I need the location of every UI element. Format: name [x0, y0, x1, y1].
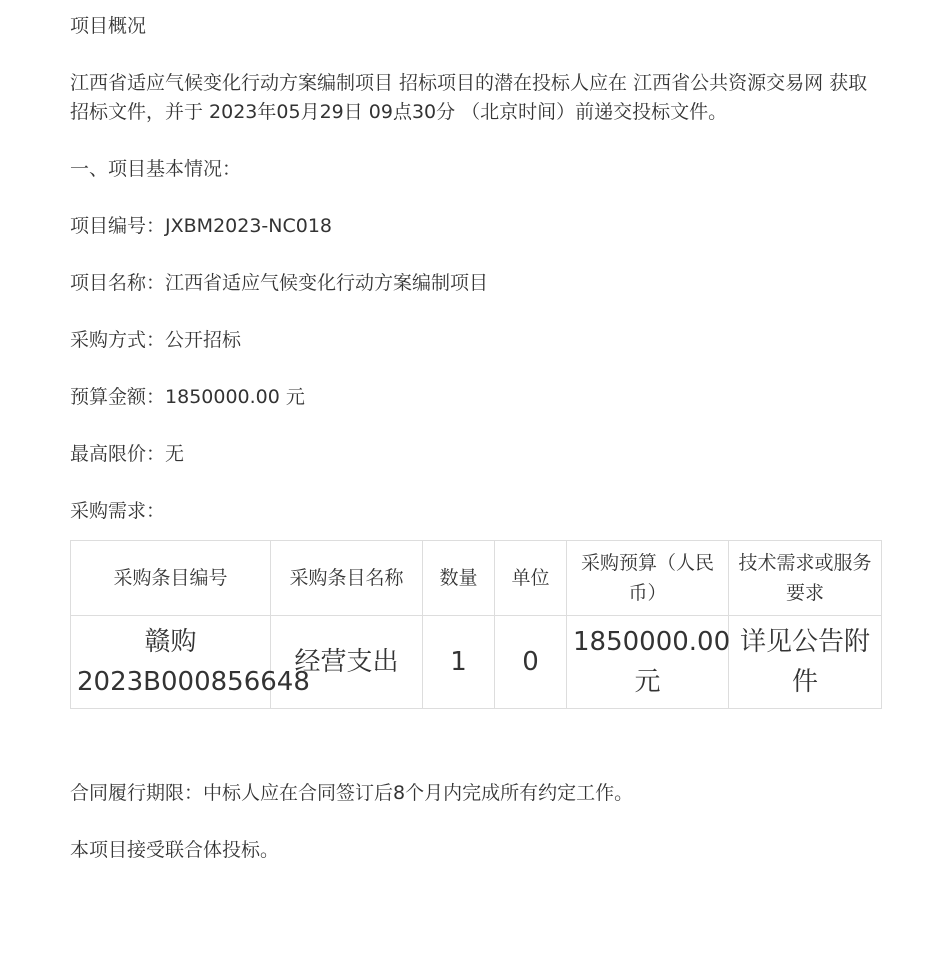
intro-paragraph: 江西省适应气候变化行动方案编制项目 招标项目的潜在投标人应在 江西省公共资源交易网 获取招标文件，并于 2023年05月29日 09点30分 （北京时间）前递交投标文件。 [70, 72, 868, 123]
table-cell: 赣购2023B000856648 [71, 616, 271, 709]
project-number-field [70, 212, 882, 241]
column-header: 单位 [495, 541, 567, 616]
budget-label: 预算金额： [70, 386, 166, 408]
table-header-row [71, 541, 882, 616]
max-price-label: 最高限价： [70, 443, 166, 465]
project-number-label: 项目编号： [70, 215, 166, 237]
section-title: 项目概况 [70, 15, 147, 37]
budget-field [70, 383, 882, 412]
project-name-label: 项目名称： [70, 272, 166, 294]
contract-term: 合同履行期限：中标人应在合同签订后8个月内完成所有约定工作。 [70, 782, 634, 804]
procurement-method-value: 公开招标 [165, 329, 242, 351]
column-header: 采购条目名称 [271, 541, 423, 616]
requirements-table [70, 540, 882, 709]
table-cell: 经营支出 [271, 616, 423, 709]
column-header: 数量 [423, 541, 495, 616]
max-price-field [70, 440, 882, 469]
table-cell: 详见公告附件 [729, 616, 882, 709]
basic-info-heading: 一、项目基本情况： [70, 158, 242, 180]
budget-value: 1850000.00 元 [165, 386, 305, 408]
table-cell: 1850000.00元 [567, 616, 729, 709]
procurement-method-label: 采购方式： [70, 329, 166, 351]
requirements-label: 采购需求： [70, 500, 166, 522]
table-cell: 1 [423, 616, 495, 709]
column-header: 采购预算（人民币） [567, 541, 729, 616]
column-header: 技术需求或服务要求 [729, 541, 882, 616]
project-name-value: 江西省适应气候变化行动方案编制项目 [165, 272, 489, 294]
procurement-method-field [70, 326, 882, 355]
table-cell: 0 [495, 616, 567, 709]
table-row [71, 616, 882, 709]
column-header: 采购条目编号 [71, 541, 271, 616]
project-name-field [70, 269, 882, 298]
consortium-note: 本项目接受联合体投标。 [70, 839, 280, 861]
announcement-content [70, 12, 882, 893]
max-price-value: 无 [165, 443, 185, 465]
project-number-value: JXBM2023-NC018 [165, 215, 333, 237]
